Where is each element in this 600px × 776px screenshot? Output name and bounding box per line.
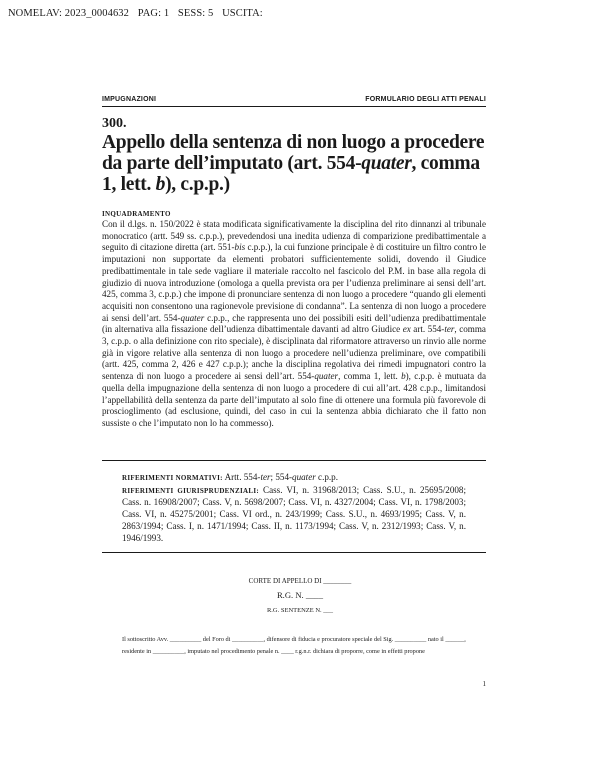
body-text-4: art. 554-: [410, 324, 445, 335]
form-number: 300.: [102, 116, 127, 131]
normative-references: [122, 472, 466, 485]
jurisprudence-text: Cass. VI, n. 31968/2013; Cass. S.U., n. 25695/2008; Cass. n. 16908/2007; Cass. V, n. 5698/2007; Cass. VI, n. 4327/2004; Cass. VI, n. 1798/2003; Cass. VI, n. 45275/2001; Cass. VI ord., n. 243/1999; Cass. S.U., n. 4693/1995; Cass. V, n. 2863/1994; Cass. I, n. 1471/1994; Cass. II, n. 1173/1994; Cass. V, n. 2312/1993; Cass. V, n. 1946/1993.: [122, 484, 466, 543]
page-number: 1: [482, 680, 486, 688]
body-italic-2: quater: [180, 312, 205, 323]
body-italic-1: bis: [234, 242, 246, 253]
normative-italic-2: quater: [292, 472, 316, 482]
title-b: b: [155, 174, 166, 195]
normative-text-1: Artt. 554-: [224, 472, 261, 482]
page-indicator: PAG: 1: [137, 8, 170, 19]
title-part-1: Appello della sentenza di non luogo a procedere da parte dell’imputato (art. 554-: [102, 132, 485, 174]
references-box: [122, 472, 466, 544]
body-text-6: , comma 1, lett.: [338, 371, 402, 382]
body-text-2: c.p.p.), la cui funzione principale è di costituire un filtro contro le imputazioni non supportate da elementi probatori sufficientemente solidi, dovendo il Giudice predibattimentale in tale sede vagliare il materiale raccolto nel fascicolo del P.M. in base alla regola di giudizio di nuova introduzione (omologa a quella prevista ora per l’udienza preliminare ai sensi dell’art. 425, comma 3, c.p.p.) che impone di pronunciare sentenza di non luogo a procedere “quando gli elementi acquisiti non consentono una ragionevole previsione di condanna”. La sentenza di non luogo a procedere ai sensi dell’art. 554-: [102, 242, 486, 323]
body-italic-4: ter: [444, 324, 455, 335]
document-meta-line: [8, 8, 269, 19]
normative-label: RIFERIMENTI NORMATIVI:: [122, 474, 223, 482]
body-text-3: c.p.p., che rappresenta uno dei possibili esiti dell’udienza predibattimentale (in alternativa alla fissazione dell’udienza dibattimentale davanti ad altro Giudice: [102, 312, 486, 335]
form-body: Il sottoscritto Avv. __________ del Foro di __________, difensore di fiducia e procuratore speciale del Sig. __________ nato il ______, residente in __________, imputato nel procedimento penale n. ____ r.g.n.r. dichiara di proporre, come in effetti propone: [122, 636, 466, 655]
title-part-3: ), c.p.p.): [165, 174, 230, 195]
output-indicator: USCITA:: [222, 8, 263, 19]
section-heading: INQUADRAMENTO: [102, 210, 171, 218]
body-italic-3: ex: [402, 324, 411, 335]
body-italic-6: b: [401, 371, 406, 382]
session-indicator: SESS: 5: [177, 8, 214, 19]
normative-text-3: c.p.p.: [315, 472, 339, 482]
body-text-5: , comma 3, c.p.p. o alla definizione con rito speciale), è disciplinata dal riformatore attraverso un rinvio alle norme già in vigore relative alla sentenza di non luogo a procedere nell’udienza preliminare, ove compatibili (artt. 425, comma 2, 426 e 427 c.p.p.); anche la disciplina regolativa dei rimedi impugnatori contro la sentenza di non luogo a procedere ai sensi dell’art. 554-: [102, 324, 486, 382]
jurisprudence-references: [122, 485, 466, 545]
references-bottom-rule: [102, 552, 486, 553]
references-top-rule: [102, 460, 486, 461]
rg-sentenze: R.G. SENTENZE N. ___: [266, 607, 334, 614]
doc-id: NOMELAV: 2023_0004632: [8, 8, 130, 19]
header-rule: [102, 106, 486, 107]
rg-number: R.G. N. ____: [276, 590, 324, 600]
court-heading: CORTE DI APPELLO DI ________: [248, 577, 352, 585]
title-quater: quater: [361, 153, 412, 174]
body-paragraph: [102, 219, 486, 430]
body-text-7: ), c.p.p. è mutuata da quella della impugnazione della sentenza di non luogo a procedere di cui all’art. 428 c.p.p., limitandosi l’appellabilità della sentenza da parte dell’imputato al solo fine di ottenere una formula più favorevole di proscioglimento (ad esclusione, quindi, del caso in cui la sentenza abbia dichiarato che il fatto non sussiste o che l’imputato non lo ha commesso).: [102, 371, 486, 428]
normative-text-2: ; 554-: [270, 472, 293, 482]
body-text-1: Con il d.lgs. n. 150/2022 è stata modificata significativamente la disciplina del rito dinnanzi al tribunale monocratico (artt. 549 ss. c.p.p.), prevedendosi una inedita udienza di comparizione predibattimentale a seguito di citazione diretta (art. 551-: [102, 219, 486, 253]
page-title: [102, 132, 486, 195]
body-italic-5: quater: [314, 371, 339, 382]
title-part-2: , comma 1, lett.: [102, 153, 480, 195]
jurisprudence-label: RIFERIMENTI GIURISPRUDENZIALI:: [122, 486, 259, 495]
running-head-right: FORMULARIO DEGLI ATTI PENALI: [365, 96, 486, 103]
running-head-left: IMPUGNAZIONI: [102, 96, 157, 103]
normative-italic-1: ter: [260, 472, 271, 482]
